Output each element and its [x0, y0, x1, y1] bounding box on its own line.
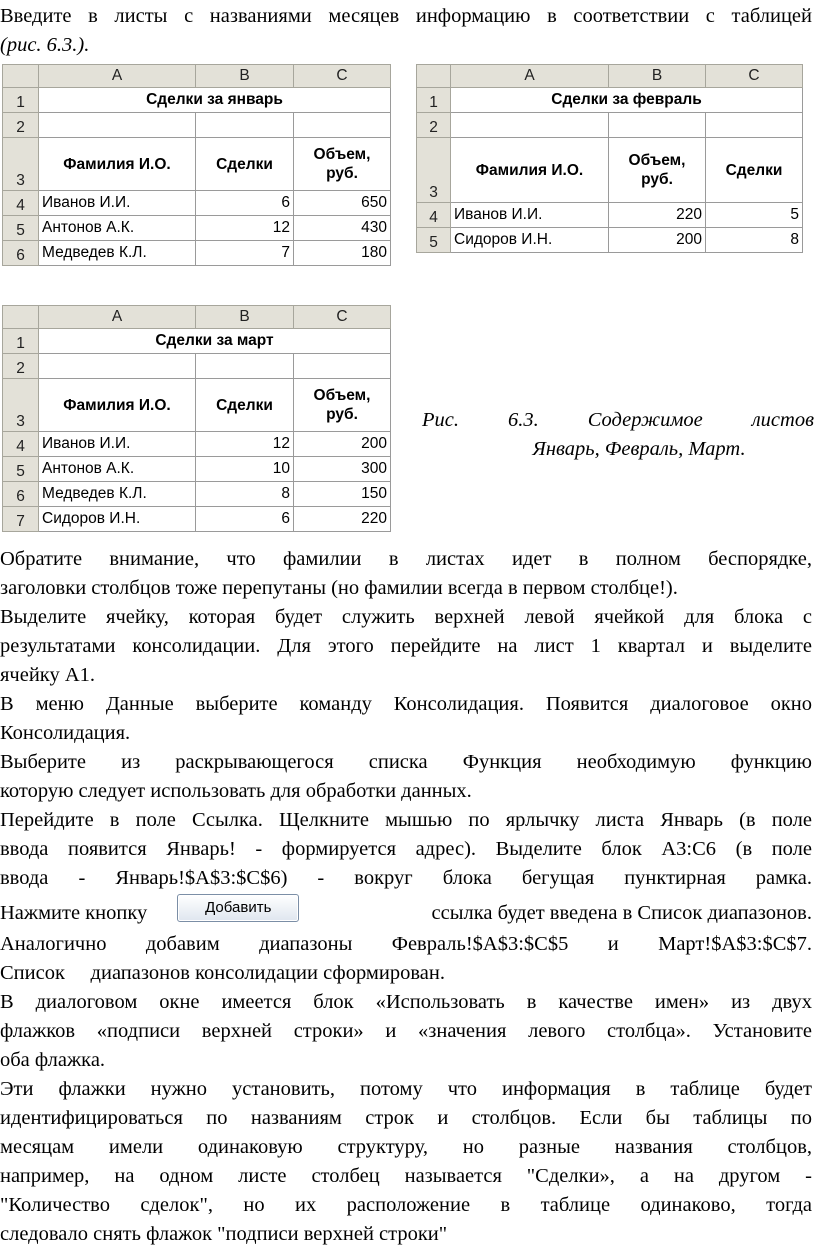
paragraph: [0, 748, 812, 806]
value-cell: 180: [294, 241, 391, 266]
header-cell: Сделки: [196, 379, 294, 432]
name-cell: Медведев К.Л.: [39, 241, 196, 266]
header-cell: Фамилия И.О.: [451, 138, 609, 203]
empty-cell: [39, 354, 196, 379]
paragraph: [0, 545, 812, 603]
name-cell: Иванов И.И.: [39, 191, 196, 216]
header-cell: Сделки: [196, 138, 294, 191]
paragraph: [0, 806, 812, 893]
name-cell: Иванов И.И.: [39, 432, 196, 457]
value-cell: 430: [294, 216, 391, 241]
row-number: 1: [417, 88, 451, 113]
value-cell: 6: [196, 507, 294, 532]
text-line: результатами консолидации. Для этого перейдите на лист 1 квартал и выделите: [0, 635, 812, 657]
column-header: A: [39, 306, 196, 329]
add-button[interactable]: Добавить: [177, 894, 299, 922]
corner-cell: [417, 65, 451, 88]
value-cell: 8: [196, 482, 294, 507]
text-line: Аналогично добавим диапазоны Февраль!$A$3:$C$5 и Март!$A$3:$C$7.: [0, 933, 812, 955]
header-cell: Объем, руб.: [609, 138, 706, 203]
text-line: ввода - Январь!$A$3:$C$6) - вокруг блока бегущая пунктирная рамка.: [0, 867, 812, 889]
row-number: 2: [3, 354, 39, 379]
column-header: A: [39, 65, 196, 88]
corner-cell: [3, 306, 39, 329]
text-line: Выберите из раскрывающегося списка Функция необходимую функцию: [0, 751, 812, 773]
name-cell: Сидоров И.Н.: [451, 228, 609, 253]
button-line: [0, 895, 812, 931]
text-line: идентифицироваться по названиям строк и столбцов. Если бы таблицы по: [0, 1107, 812, 1129]
value-cell: 220: [609, 203, 706, 228]
figure-caption: [422, 406, 814, 464]
text-line: В диалоговом окне имеется блок «Использовать в качестве имен» из двух: [0, 991, 812, 1013]
name-cell: Антонов А.К.: [39, 216, 196, 241]
text-line: заголовки столбцов тоже перепутаны (но фамилии всегда в первом столбце!).: [0, 577, 678, 599]
value-cell: 150: [294, 482, 391, 507]
table-row: [3, 482, 391, 507]
text-line: Список диапазонов консолидации сформирован.: [0, 962, 445, 984]
text-line: Выделите ячейку, которая будет служить верхней левой ячейкой для блока с: [0, 606, 812, 628]
value-cell: 200: [609, 228, 706, 253]
text-line: месяцам имели одинаковую структуру, но разные названия столбцов,: [0, 1136, 812, 1158]
text-line: "Количество сделок", но их расположение в таблице одинаково, тогда: [0, 1194, 812, 1216]
row-number: 6: [3, 241, 39, 266]
empty-cell: [294, 354, 391, 379]
text-line: Консолидация.: [0, 722, 131, 744]
paragraph: [0, 1075, 812, 1249]
sheet-title: Сделки за январь: [39, 88, 391, 113]
table-row: [417, 228, 803, 253]
corner-cell: [3, 65, 39, 88]
paragraph: [0, 988, 812, 1075]
value-cell: 7: [196, 241, 294, 266]
table-row: [3, 457, 391, 482]
header-cell: Фамилия И.О.: [39, 379, 196, 432]
value-cell: 650: [294, 191, 391, 216]
row-number: 1: [3, 88, 39, 113]
text-line: например, на одном листе столбец называется "Сделки», а на другом -: [0, 1165, 812, 1187]
text-line: следовало снять флажок "подписи верхней строки": [0, 1223, 448, 1245]
empty-cell: [196, 354, 294, 379]
table-row: [3, 507, 391, 532]
row-number: 2: [3, 113, 39, 138]
row-number: 5: [3, 216, 39, 241]
intro-line: Введите в листы с названиями месяцев информацию в соответствии с таблицей: [0, 5, 812, 27]
text-line: флажков «подписи верхней строки» и «значения левого столбца». Установите: [0, 1020, 812, 1042]
row-number: 6: [3, 482, 39, 507]
table-row: [3, 216, 391, 241]
empty-cell: [196, 113, 294, 138]
name-cell: Иванов И.И.: [451, 203, 609, 228]
row-number: 3: [417, 138, 451, 203]
name-cell: Медведев К.Л.: [39, 482, 196, 507]
name-cell: Антонов А.К.: [39, 457, 196, 482]
text-line: Обратите внимание, что фамилии в листах идет в полном беспорядке,: [0, 548, 812, 570]
sheet-march: [2, 305, 391, 532]
empty-cell: [451, 113, 609, 138]
paragraph-continued: [0, 930, 812, 988]
figure-reference: (рис. 6.3.).: [0, 34, 90, 56]
row-number: 4: [417, 203, 451, 228]
table-row: [3, 241, 391, 266]
caption-line: Рис. 6.3. Содержимое листов: [422, 409, 814, 431]
sheet-title: Сделки за март: [39, 329, 391, 354]
text-line: которую следует использовать для обработки данных.: [0, 780, 472, 802]
header-cell: Сделки: [706, 138, 803, 203]
text-line: В меню Данные выберите команду Консолидация. Появится диалоговое окно: [0, 693, 812, 715]
text-line: ввода появится Январь! - формируется адрес). Выделите блок А3:С6 (в поле: [0, 838, 812, 860]
text-line: оба флажка.: [0, 1049, 106, 1071]
text-line: Перейдите в поле Ссылка. Щелкните мышью по ярлычку листа Январь (в поле: [0, 809, 812, 831]
header-cell: Объем, руб.: [294, 138, 391, 191]
after-button-text: ссылка будет введена в Список диапазонов.: [431, 902, 812, 924]
value-cell: 200: [294, 432, 391, 457]
intro-paragraph: [0, 2, 812, 60]
row-number: 5: [3, 457, 39, 482]
sheet-january: [2, 64, 391, 266]
value-cell: 220: [294, 507, 391, 532]
text-line: ячейку А1.: [0, 664, 96, 686]
header-cell: Фамилия И.О.: [39, 138, 196, 191]
value-cell: 300: [294, 457, 391, 482]
row-number: 5: [417, 228, 451, 253]
column-header: B: [196, 306, 294, 329]
row-number: 2: [417, 113, 451, 138]
empty-cell: [706, 113, 803, 138]
column-header: A: [451, 65, 609, 88]
table-row: [3, 432, 391, 457]
caption-line: Январь, Февраль, Март.: [532, 438, 746, 460]
row-number: 7: [3, 507, 39, 532]
value-cell: 10: [196, 457, 294, 482]
paragraph: [0, 603, 812, 690]
empty-cell: [294, 113, 391, 138]
column-header: C: [294, 306, 391, 329]
row-number: 3: [3, 138, 39, 191]
table-row: [417, 203, 803, 228]
header-cell: Объем, руб.: [294, 379, 391, 432]
table-row: [3, 191, 391, 216]
column-header: C: [294, 65, 391, 88]
empty-cell: [39, 113, 196, 138]
value-cell: 6: [196, 191, 294, 216]
paragraph: [0, 690, 812, 748]
column-header: B: [609, 65, 706, 88]
value-cell: 8: [706, 228, 803, 253]
column-header: C: [706, 65, 803, 88]
name-cell: Сидоров И.Н.: [39, 507, 196, 532]
sheet-february: [416, 64, 803, 253]
row-number: 4: [3, 191, 39, 216]
value-cell: 5: [706, 203, 803, 228]
empty-cell: [609, 113, 706, 138]
column-header: B: [196, 65, 294, 88]
value-cell: 12: [196, 432, 294, 457]
row-number: 4: [3, 432, 39, 457]
sheet-title: Сделки за февраль: [451, 88, 803, 113]
text-line: Эти флажки нужно установить, потому что информация в таблице будет: [0, 1078, 812, 1100]
row-number: 3: [3, 379, 39, 432]
value-cell: 12: [196, 216, 294, 241]
press-text: Нажмите кнопку: [0, 902, 148, 924]
row-number: 1: [3, 329, 39, 354]
